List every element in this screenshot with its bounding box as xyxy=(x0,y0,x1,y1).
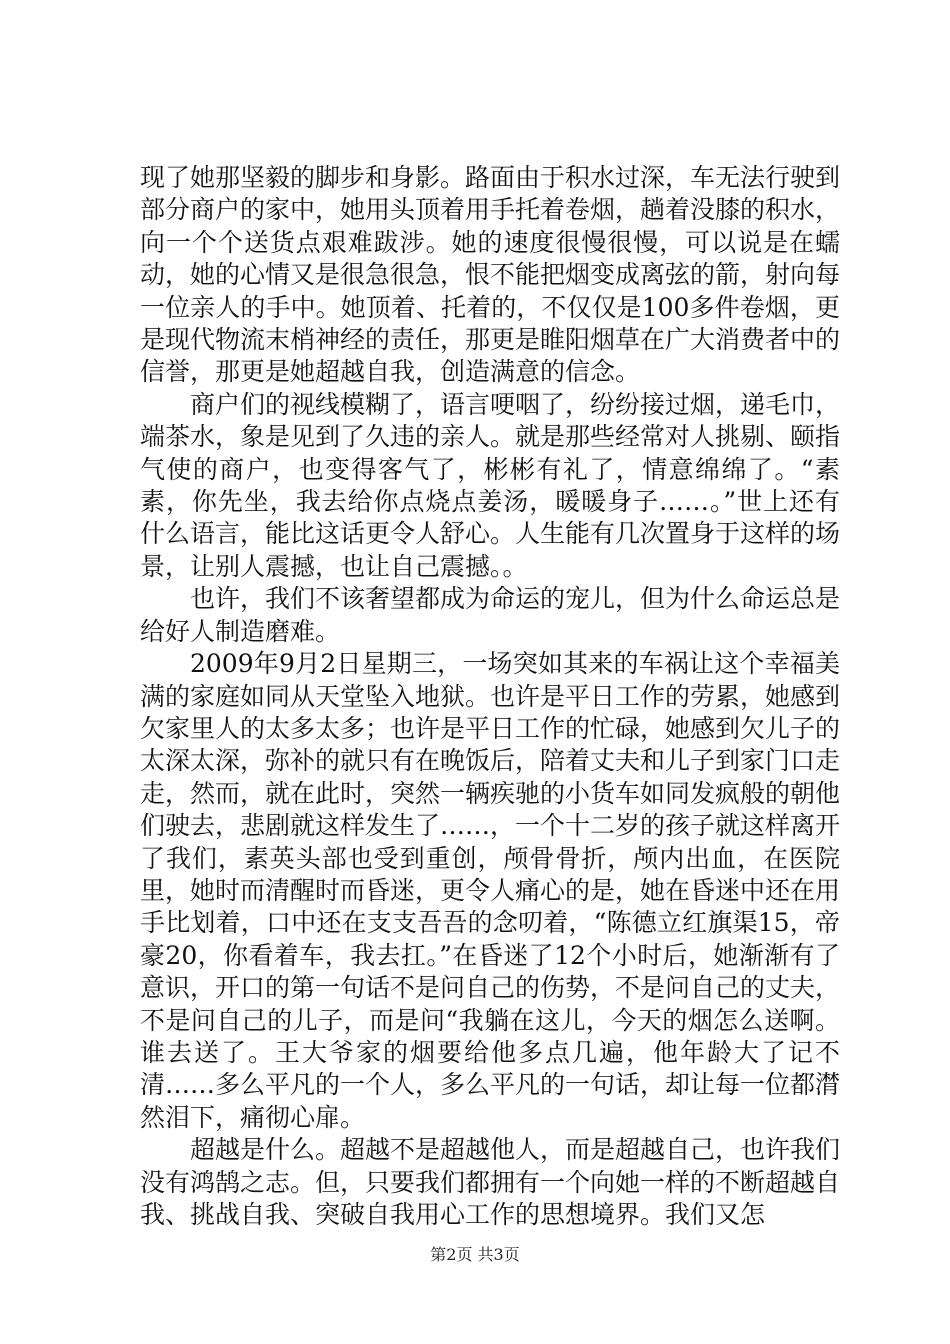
page-footer: 第2页 共3页 xyxy=(430,1245,520,1264)
paragraph-3: 也许，我们不该奢望都成为命运的宠儿，但为什么命运总是给好人制造磨难。 xyxy=(140,584,841,646)
document-body xyxy=(140,162,840,1231)
paragraph-4: 2009年9月2日星期三，一场突如其来的车祸让这个幸福美满的家庭如同从天堂坠入地狱。也许是平日工作的劳累，她感到欠家里人的太多太多；也许是平日工作的忙碌，她感到欠儿子的太深太深，弥补的就只有在晚饭后，陪着丈夫和儿子到家门口走走，然而，就在此时，突然一辆疾驰的小货车如同发疯般的朝他们驶去，悲剧就这样发生了……，一个十二岁的孩子就这样离开了我们，素英头部也受到重创，颅骨骨折，颅内出血，在医院里，她时而清醒时而昏迷，更令人痛心的是，她在昏迷中还在用手比划着，口中还在支支吾吾的念叨着，“陈德立红旗渠15，帝豪20，你看着车，我去扛。”在昏迷了12个小时后，她渐渐有了意识，开口的第一句话不是问自己的伤势，不是问自己的丈夫，不是问自己的儿子，而是问“我躺在这儿，今天的烟怎么送啊。谁去送了。王大爷家的烟要给他多点几遍，他年龄大了记不清……多么平凡的一个人，多么平凡的一句话，却让每一位都潸然泪下，痛彻心扉。 xyxy=(140,649,841,1132)
paragraph-2: 商户们的视线模糊了，语言哽咽了，纷纷接过烟，递毛巾，端茶水，象是见到了久违的亲人。就是那些经常对人挑剔、颐指气使的商户，也变得客气了，彬彬有礼了，情意绵绵了。“素素，你先坐，我去给你点烧点姜汤，暖暖身子……。”世上还有什么语言，能比这话更令人舒心。人生能有几次置身于这样的场景，让别人震撼，也让自己震撼。。 xyxy=(140,389,841,581)
paragraph-1: 现了她那坚毅的脚步和身影。路面由于积水过深，车无法行驶到部分商户的家中，她用头顶着用手托着卷烟，趟着没膝的积水，向一个个送货点艰难跋涉。她的速度很慢很慢，可以说是在蠕动，她的心情又是很急很急，恨不能把烟变成离弦的箭，射向每一位亲人的手中。她顶着、托着的，不仅仅是100多件卷烟，更是现代物流末梢神经的责任，那更是睢阳烟草在广大消费者中的信誉，那更是她超越自我，创造满意的信念。 xyxy=(140,163,841,387)
paragraph-5: 超越是什么。超越不是超越他人，而是超越自己，也许我们没有鸿鹄之志。但，只要我们都拥有一个向她一样的不断超越自我、挑战自我、突破自我用心工作的思想境界。我们又怎 xyxy=(140,1135,841,1229)
